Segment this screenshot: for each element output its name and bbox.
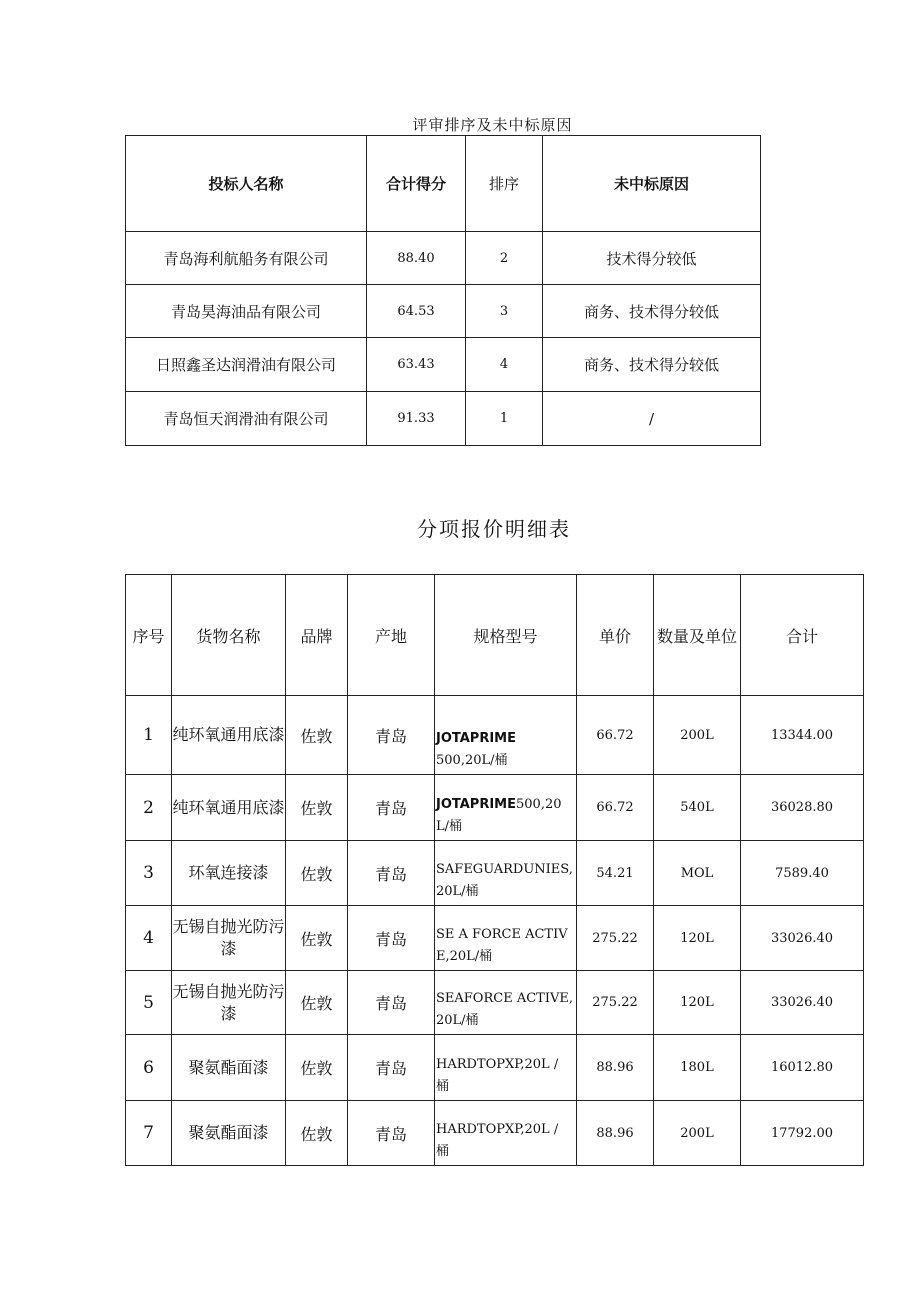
header-reason: 未中标原因 [543, 136, 761, 232]
unit-price: 66.72 [577, 775, 654, 841]
spec: HARDTOPXP,20L / 桶 [435, 1035, 577, 1101]
header-bidder-name: 投标人名称 [126, 136, 367, 232]
brand: 佐敦 [286, 775, 348, 841]
header-total: 合计 [741, 575, 864, 696]
quantity: 180L [654, 1035, 741, 1101]
detail-table [125, 574, 864, 1166]
detail-title: 分项报价明细表 [417, 517, 571, 541]
header-item: 货物名称 [172, 575, 286, 696]
unit-price: 275.22 [577, 906, 654, 971]
spec-detail: 500,20L/桶 [436, 797, 562, 834]
item-name: 无锡自抛光防污漆 [172, 906, 286, 971]
line-total: 17792.00 [741, 1101, 864, 1166]
line-total: 36028.80 [741, 775, 864, 841]
unit-price: 275.22 [577, 971, 654, 1035]
row-no: 5 [126, 971, 172, 1035]
rank: 4 [466, 338, 543, 392]
row-no: 4 [126, 906, 172, 971]
spec [435, 696, 577, 775]
total-score: 64.53 [367, 285, 466, 338]
table-header-row [126, 136, 761, 232]
unit-price: 88.96 [577, 1101, 654, 1166]
table-row [126, 906, 864, 971]
bidder-name: 青岛恒天润滑油有限公司 [126, 392, 367, 446]
brand: 佐敦 [286, 841, 348, 906]
table-row [126, 392, 761, 446]
rank: 1 [466, 392, 543, 446]
reason: 商务、技术得分较低 [543, 285, 761, 338]
header-brand: 品牌 [286, 575, 348, 696]
rank: 3 [466, 285, 543, 338]
origin: 青岛 [348, 775, 435, 841]
reason: 商务、技术得分较低 [543, 338, 761, 392]
row-no: 3 [126, 841, 172, 906]
item-name: 纯环氧通用底漆 [172, 775, 286, 841]
spec: SE A FORCE ACTIVE,20L/桶 [435, 906, 577, 971]
reason: / [543, 392, 761, 446]
total-score: 91.33 [367, 392, 466, 446]
item-name: 聚氨酯面漆 [172, 1035, 286, 1101]
row-no: 2 [126, 775, 172, 841]
brand: 佐敦 [286, 696, 348, 775]
line-total: 7589.40 [741, 841, 864, 906]
item-name: 环氧连接漆 [172, 841, 286, 906]
unit-price: 66.72 [577, 696, 654, 775]
header-rank: 排序 [466, 136, 543, 232]
spec: SAFEGUARDUNIES,20L/桶 [435, 841, 577, 906]
quantity: 540L [654, 775, 741, 841]
table-header-row [126, 575, 864, 696]
rank: 2 [466, 232, 543, 285]
bidder-name: 日照鑫圣达润滑油有限公司 [126, 338, 367, 392]
unit-price: 54.21 [577, 841, 654, 906]
row-no: 6 [126, 1035, 172, 1101]
brand: 佐敦 [286, 1101, 348, 1166]
item-name: 纯环氧通用底漆 [172, 696, 286, 775]
table-row [126, 775, 864, 841]
brand: 佐敦 [286, 971, 348, 1035]
ranking-table [125, 135, 761, 446]
header-total-score: 合计得分 [367, 136, 466, 232]
reason: 技术得分较低 [543, 232, 761, 285]
row-no: 7 [126, 1101, 172, 1166]
bidder-name: 青岛海利航船务有限公司 [126, 232, 367, 285]
total-score: 88.40 [367, 232, 466, 285]
total-score: 63.43 [367, 338, 466, 392]
table-row [126, 1035, 864, 1101]
table-row [126, 338, 761, 392]
table-row [126, 696, 864, 775]
quantity: MOL [654, 841, 741, 906]
line-total: 33026.40 [741, 906, 864, 971]
spec: HARDTOPXP,20L / 桶 [435, 1101, 577, 1166]
spec-brand: JOTAPRIME [436, 797, 516, 812]
header-qty: 数量及单位 [654, 575, 741, 696]
item-name: 无锡自抛光防污漆 [172, 971, 286, 1035]
table-row [126, 232, 761, 285]
spec-brand: JOTAPRIME [436, 731, 516, 746]
line-total: 16012.80 [741, 1035, 864, 1101]
origin: 青岛 [348, 971, 435, 1035]
origin: 青岛 [348, 906, 435, 971]
header-origin: 产地 [348, 575, 435, 696]
unit-price: 88.96 [577, 1035, 654, 1101]
origin: 青岛 [348, 1035, 435, 1101]
spec: SEAFORCE ACTIVE,20L/桶 [435, 971, 577, 1035]
origin: 青岛 [348, 1101, 435, 1166]
header-price: 单价 [577, 575, 654, 696]
quantity: 200L [654, 696, 741, 775]
brand: 佐敦 [286, 906, 348, 971]
header-spec: 规格型号 [435, 575, 577, 696]
origin: 青岛 [348, 841, 435, 906]
quantity: 200L [654, 1101, 741, 1166]
quantity: 120L [654, 906, 741, 971]
table-row [126, 971, 864, 1035]
origin: 青岛 [348, 696, 435, 775]
brand: 佐敦 [286, 1035, 348, 1101]
item-name: 聚氨酯面漆 [172, 1101, 286, 1166]
table-row [126, 1101, 864, 1166]
row-no: 1 [126, 696, 172, 775]
table-row [126, 841, 864, 906]
line-total: 33026.40 [741, 971, 864, 1035]
quantity: 120L [654, 971, 741, 1035]
spec [435, 775, 577, 841]
line-total: 13344.00 [741, 696, 864, 775]
spec-detail: 500,20L/桶 [436, 753, 508, 768]
header-no: 序号 [126, 575, 172, 696]
ranking-title: 评审排序及未中标原因 [412, 116, 573, 134]
table-row [126, 285, 761, 338]
bidder-name: 青岛昊海油品有限公司 [126, 285, 367, 338]
